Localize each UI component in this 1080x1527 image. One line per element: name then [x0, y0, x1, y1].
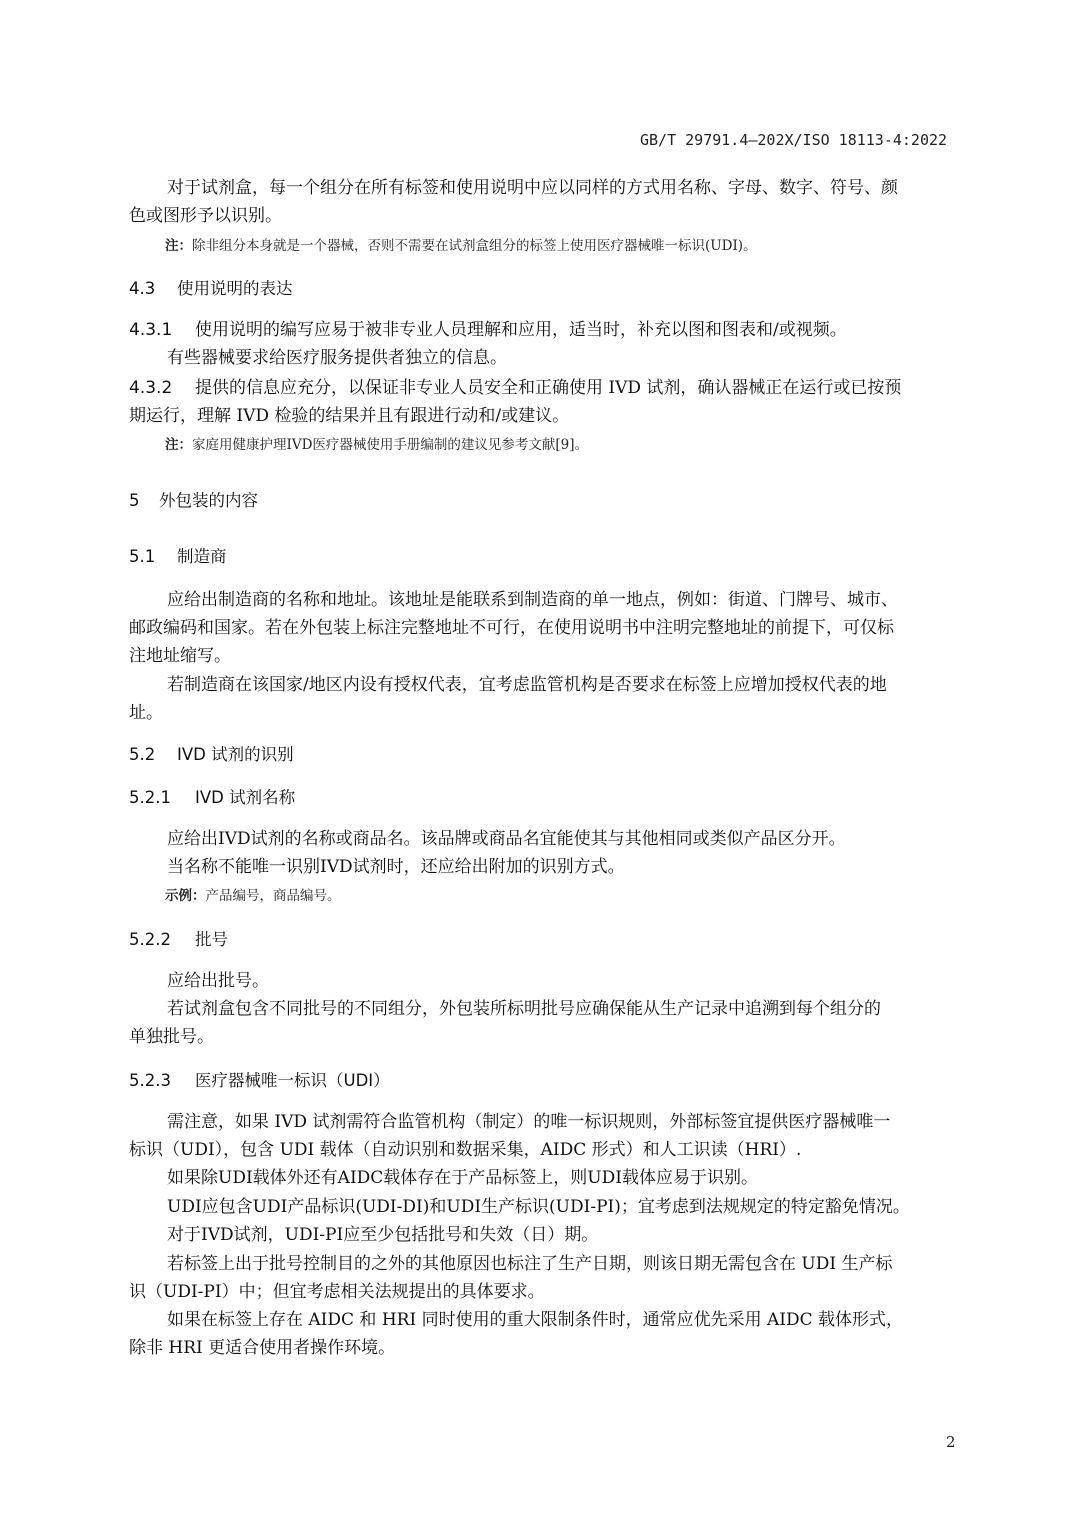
paragraph-line: 址。: [129, 703, 163, 723]
paragraph-line: 有些器械要求给医疗服务提供者独立的信息。: [167, 348, 507, 368]
paragraph-line: 使用说明的编写应易于被非专业人员理解和应用，适当时，补充以图和图表和/或视频。: [195, 320, 847, 340]
paragraph-line: 对于试剂盒，每一个组分在所有标签和使用说明中应以同样的方式用名称、字母、数字、符号、颜: [167, 178, 898, 198]
clause-heading-5-2-1: [129, 788, 295, 808]
paragraph-line: 若标签上出于批号控制目的之外的其他原因也标注了生产日期，则该日期无需包含在 UDI 生产标: [167, 1254, 893, 1274]
paragraph-line: 需注意，如果 IVD 试剂需符合监管机构（制定）的唯一标识规则，外部标签宜提供医疗器械唯一: [167, 1112, 891, 1132]
clause-heading-4-3: [129, 279, 293, 299]
paragraph-line: 色或图形予以识别。: [129, 206, 282, 226]
paragraph-line: 对于IVD试剂，UDI-PI应至少包括批号和失效（日）期。: [167, 1225, 599, 1245]
note-text: 除非组分本身就是一个器械，否则不需要在试剂盒组分的标签上使用医疗器械唯一标识(UDI)。: [192, 238, 757, 254]
clause-title: 使用说明的表达: [177, 279, 293, 298]
clause-title: IVD 试剂名称: [195, 788, 296, 807]
clause-4-3-1: [129, 320, 847, 340]
paragraph-line: 标识（UDI），包含 UDI 载体（自动识别和数据采集，AIDC 形式）和人工识读（HRI）.: [129, 1140, 802, 1160]
page-number: 2: [946, 1433, 956, 1451]
example: [165, 887, 341, 905]
paragraph-line: 除非 HRI 更适合使用者操作环境。: [129, 1338, 396, 1358]
paragraph-line: 提供的信息应充分，以保证非专业人员安全和正确使用 IVD 试剂，确认器械正在运行或已按预: [195, 378, 902, 398]
paragraph-line: 如果除UDI载体外还有AIDC载体存在于产品标签上，则UDI载体应易于识别。: [167, 1168, 758, 1188]
clause-heading-5-2-2: [129, 930, 228, 950]
clause-number: 5.2.2: [129, 930, 171, 949]
paragraph-line: 若制造商在该国家/地区内设有授权代表，宜考虑监管机构是否要求在标签上应增加授权代表的地: [167, 675, 887, 695]
paragraph-line: 识（UDI-PI）中；但宜考虑相关法规提出的具体要求。: [129, 1282, 545, 1302]
clause-number: 4.3.2: [129, 378, 173, 398]
clause-4-3-2: [129, 378, 901, 398]
paragraph-line: 邮政编码和国家。若在外包装上标注完整地址不可行，在使用说明书中注明完整地址的前提下，可仅标: [129, 618, 894, 638]
document-code-header: GB/T 29791.4—202X/ISO 18113-4:2022: [640, 131, 948, 149]
clause-number: 5.2.3: [129, 1071, 171, 1090]
clause-number: 5.2: [129, 745, 156, 764]
note: [165, 237, 757, 255]
paragraph-line: 如果在标签上存在 AIDC 和 HRI 同时使用的重大限制条件时，通常应优先采用 AIDC 载体形式，: [167, 1310, 904, 1330]
clause-title: 批号: [195, 930, 228, 949]
clause-heading-5-2-3: [129, 1071, 390, 1091]
paragraph-line: 当名称不能唯一识别IVD试剂时，还应给出附加的识别方式。: [167, 857, 625, 877]
note-text: 家庭用健康护理IVD医疗器械使用手册编制的建议见参考文献[9]。: [192, 437, 589, 453]
paragraph-line: 若试剂盒包含不同批号的不同组分，外包装所标明批号应确保能从生产记录中追溯到每个组分的: [167, 999, 881, 1019]
note-label: 注：: [165, 238, 192, 254]
clause-title: 外包装的内容: [159, 491, 258, 510]
clause-title: 制造商: [177, 547, 227, 566]
note-label: 注：: [165, 437, 192, 453]
paragraph-line: UDI应包含UDI产品标识(UDI-DI)和UDI生产标识(UDI-PI)；宜考虑到法规规定的特定豁免情况。: [167, 1197, 910, 1217]
note: [165, 436, 588, 454]
clause-number: 5.2.1: [129, 788, 171, 807]
paragraph-line: 期运行，理解 IVD 检验的结果并且有跟进行动和/或建议。: [129, 406, 570, 426]
example-label: 示例：: [165, 888, 206, 904]
clause-number: 4.3.1: [129, 320, 173, 340]
paragraph-line: 应给出制造商的名称和地址。该地址是能联系到制造商的单一地点，例如：街道、门牌号、城市、: [167, 590, 898, 610]
clause-number: 5: [129, 491, 140, 510]
paragraph-line: 注地址缩写。: [129, 646, 231, 666]
paragraph-line: 单独批号。: [129, 1027, 214, 1047]
example-text: 产品编号，商品编号。: [205, 888, 341, 904]
clause-title: 医疗器械唯一标识（UDI）: [195, 1071, 390, 1090]
clause-heading-5-2: [129, 745, 294, 765]
clause-title: IVD 试剂的识别: [177, 745, 294, 764]
clause-heading-5: [129, 491, 258, 511]
clause-heading-5-1: [129, 547, 227, 567]
clause-number: 5.1: [129, 547, 156, 566]
clause-number: 4.3: [129, 279, 156, 298]
paragraph-line: 应给出批号。: [167, 971, 269, 991]
paragraph-line: 应给出IVD试剂的名称或商品名。该品牌或商品名宜能使其与其他相同或类似产品区分开。: [167, 829, 846, 849]
